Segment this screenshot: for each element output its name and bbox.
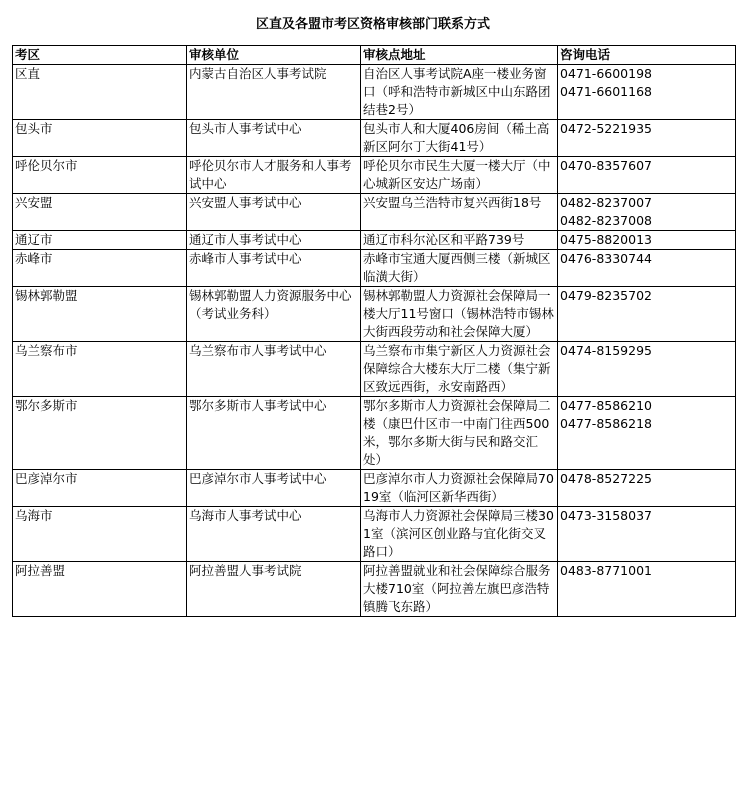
table-row xyxy=(13,397,736,470)
cell-unit: 包头市人事考试中心 xyxy=(187,120,361,157)
cell-area: 乌海市 xyxy=(13,507,187,562)
cell-area: 阿拉善盟 xyxy=(13,562,187,617)
column-header-address: 审核点地址 xyxy=(361,46,558,65)
table-row xyxy=(13,562,736,617)
phone-number: 0471-6601168 xyxy=(560,84,652,99)
phone-number: 0474-8159295 xyxy=(560,343,652,358)
table-row xyxy=(13,157,736,194)
cell-phone xyxy=(558,507,736,562)
cell-address: 鄂尔多斯市人力资源社会保障局二楼（康巴什区市一中南门往西500米，鄂尔多斯大街与民和路交汇处） xyxy=(361,397,558,470)
column-header-phone: 咨询电话 xyxy=(558,46,736,65)
cell-unit: 乌海市人事考试中心 xyxy=(187,507,361,562)
cell-area: 锡林郭勒盟 xyxy=(13,287,187,342)
phone-number: 0470-8357607 xyxy=(560,158,652,173)
cell-unit: 鄂尔多斯市人事考试中心 xyxy=(187,397,361,470)
contact-table xyxy=(12,45,736,617)
phone-number: 0476-8330744 xyxy=(560,251,652,266)
table-row xyxy=(13,287,736,342)
cell-phone xyxy=(558,65,736,120)
cell-phone xyxy=(558,470,736,507)
cell-address: 通辽市科尔沁区和平路739号 xyxy=(361,231,558,250)
table-body xyxy=(13,65,736,617)
cell-area: 巴彦淖尔市 xyxy=(13,470,187,507)
cell-unit: 通辽市人事考试中心 xyxy=(187,231,361,250)
cell-phone xyxy=(558,194,736,231)
phone-number: 0471-6600198 xyxy=(560,66,652,81)
cell-phone xyxy=(558,342,736,397)
cell-phone xyxy=(558,157,736,194)
column-header-area: 考区 xyxy=(13,46,187,65)
cell-unit: 乌兰察布市人事考试中心 xyxy=(187,342,361,397)
cell-area: 包头市 xyxy=(13,120,187,157)
cell-unit: 兴安盟人事考试中心 xyxy=(187,194,361,231)
cell-address: 巴彦淖尔市人力资源社会保障局7019室（临河区新华西街） xyxy=(361,470,558,507)
table-row xyxy=(13,120,736,157)
phone-number: 0482-8237008 xyxy=(560,213,652,228)
cell-address: 阿拉善盟就业和社会保障综合服务大楼710室（阿拉善左旗巴彦浩特镇腾飞东路） xyxy=(361,562,558,617)
phone-number: 0477-8586218 xyxy=(560,416,652,431)
cell-phone xyxy=(558,287,736,342)
column-header-unit: 审核单位 xyxy=(187,46,361,65)
cell-phone xyxy=(558,250,736,287)
phone-number: 0479-8235702 xyxy=(560,288,652,303)
table-row xyxy=(13,507,736,562)
table-row xyxy=(13,342,736,397)
cell-address: 包头市人和大厦406房间（稀土高新区阿尔丁大街41号） xyxy=(361,120,558,157)
cell-area: 通辽市 xyxy=(13,231,187,250)
cell-address: 呼伦贝尔市民生大厦一楼大厅（中心城新区安达广场南） xyxy=(361,157,558,194)
phone-number: 0483-8771001 xyxy=(560,563,652,578)
phone-number: 0478-8527225 xyxy=(560,471,652,486)
table-row xyxy=(13,194,736,231)
cell-phone xyxy=(558,120,736,157)
cell-unit: 阿拉善盟人事考试院 xyxy=(187,562,361,617)
table-header-row xyxy=(13,46,736,65)
cell-area: 兴安盟 xyxy=(13,194,187,231)
phone-number: 0475-8820013 xyxy=(560,232,652,247)
cell-area: 赤峰市 xyxy=(13,250,187,287)
cell-address: 兴安盟乌兰浩特市复兴西街18号 xyxy=(361,194,558,231)
cell-address: 乌兰察布市集宁新区人力资源社会保障综合大楼东大厅二楼（集宁新区致远西街，永安南路西） xyxy=(361,342,558,397)
table-row xyxy=(13,250,736,287)
cell-unit: 锡林郭勒盟人力资源服务中心（考试业务科） xyxy=(187,287,361,342)
cell-unit: 内蒙古自治区人事考试院 xyxy=(187,65,361,120)
cell-address: 乌海市人力资源社会保障局三楼301室（滨河区创业路与宜化街交叉路口） xyxy=(361,507,558,562)
cell-unit: 巴彦淖尔市人事考试中心 xyxy=(187,470,361,507)
cell-address: 自治区人事考试院A座一楼业务窗口（呼和浩特市新城区中山东路团结巷2号） xyxy=(361,65,558,120)
cell-address: 锡林郭勒盟人力资源社会保障局一楼大厅11号窗口（锡林浩特市锡林大街西段劳动和社会保障大厦） xyxy=(361,287,558,342)
phone-number: 0473-3158037 xyxy=(560,508,652,523)
phone-number: 0477-8586210 xyxy=(560,398,652,413)
cell-address: 赤峰市宝通大厦西侧三楼（新城区临潢大街） xyxy=(361,250,558,287)
cell-phone xyxy=(558,231,736,250)
phone-number: 0482-8237007 xyxy=(560,195,652,210)
cell-area: 鄂尔多斯市 xyxy=(13,397,187,470)
cell-area: 呼伦贝尔市 xyxy=(13,157,187,194)
table-row xyxy=(13,65,736,120)
table-row xyxy=(13,470,736,507)
page-title: 区直及各盟市考区资格审核部门联系方式 xyxy=(255,17,490,32)
cell-phone xyxy=(558,562,736,617)
cell-phone xyxy=(558,397,736,470)
cell-area: 区直 xyxy=(13,65,187,120)
cell-unit: 呼伦贝尔市人才服务和人事考试中心 xyxy=(187,157,361,194)
cell-area: 乌兰察布市 xyxy=(13,342,187,397)
table-row xyxy=(13,231,736,250)
phone-number: 0472-5221935 xyxy=(560,121,652,136)
cell-unit: 赤峰市人事考试中心 xyxy=(187,250,361,287)
